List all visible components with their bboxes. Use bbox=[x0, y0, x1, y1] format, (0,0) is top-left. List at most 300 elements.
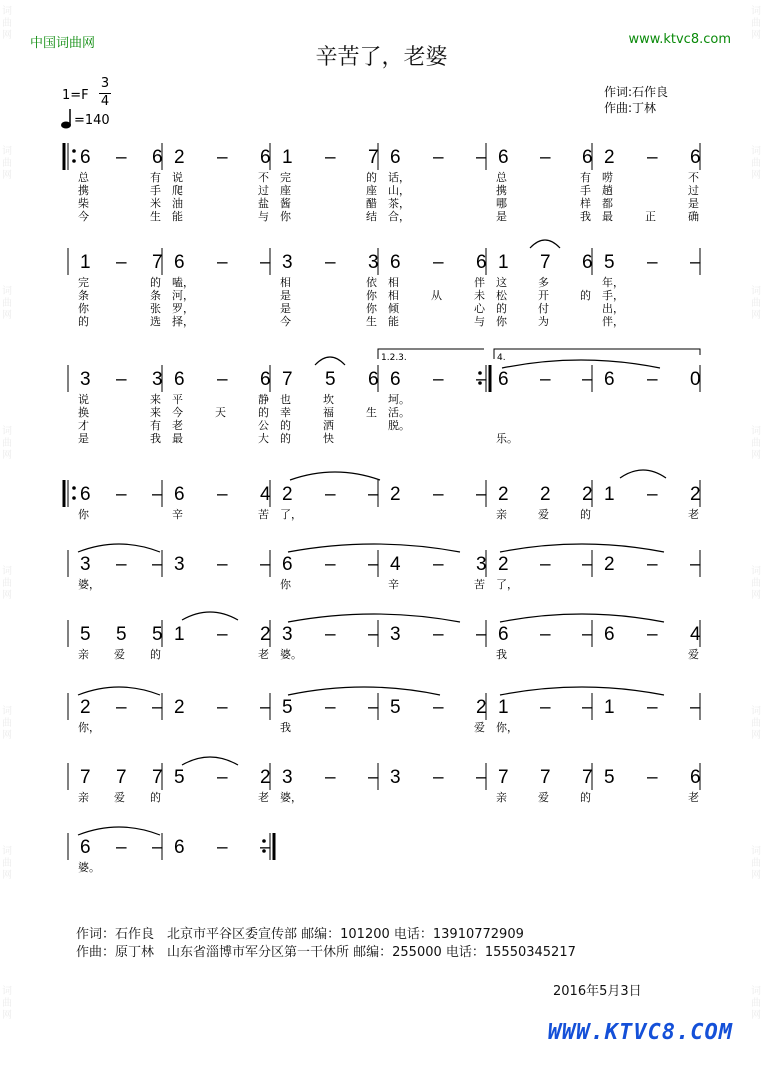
note: – bbox=[260, 837, 271, 858]
lyric: 择， bbox=[172, 315, 194, 328]
note: 1 bbox=[80, 252, 91, 273]
lyric: 合， bbox=[388, 210, 410, 223]
lyric: 的 bbox=[150, 648, 161, 661]
note: 1 bbox=[498, 252, 509, 273]
lyric: 老 bbox=[258, 791, 269, 804]
slur-icon bbox=[182, 757, 238, 765]
lyric: 幸 bbox=[280, 406, 291, 419]
note: – bbox=[690, 252, 701, 273]
lyric: 过 bbox=[688, 184, 699, 197]
footer-lyricist: 作词：石作良 北京市平谷区委宣传部 邮编：101200 电话：13910772909 bbox=[76, 927, 524, 942]
note: 2 bbox=[174, 697, 185, 718]
note: 7 bbox=[80, 767, 91, 788]
lyric: 也 bbox=[280, 393, 291, 406]
lyric: 相 bbox=[388, 276, 399, 289]
lyric: 说 bbox=[172, 171, 183, 184]
lyric: 与 bbox=[474, 315, 485, 328]
lyric: 老 bbox=[172, 419, 183, 432]
volta-1: 1.2.3. bbox=[381, 353, 407, 363]
lyric: 柴 bbox=[78, 197, 89, 210]
note: 6 bbox=[152, 147, 163, 168]
lyric: 老 bbox=[688, 508, 699, 521]
lyric: 倾 bbox=[388, 302, 399, 315]
lyric: 是 bbox=[280, 302, 291, 315]
time-signature-top: 3 bbox=[100, 76, 110, 91]
note: 2 bbox=[476, 697, 487, 718]
lyric: 你， bbox=[496, 721, 518, 734]
note: – bbox=[433, 697, 444, 718]
lyric: 爱 bbox=[538, 508, 549, 521]
lyric: 油 bbox=[172, 197, 183, 210]
note: 5 bbox=[390, 697, 401, 718]
note: – bbox=[368, 767, 379, 788]
note: – bbox=[647, 624, 658, 645]
lyric: 的 bbox=[258, 406, 269, 419]
note: – bbox=[325, 697, 336, 718]
note: 2 bbox=[690, 484, 701, 505]
lyric: 酱 bbox=[280, 197, 291, 210]
note: – bbox=[540, 147, 551, 168]
lyric: 出， bbox=[602, 302, 624, 315]
lyric: 活。 bbox=[388, 406, 410, 419]
note: 3 bbox=[390, 767, 401, 788]
note: – bbox=[540, 697, 551, 718]
note: 2 bbox=[604, 554, 615, 575]
lyric: 你 bbox=[280, 210, 291, 223]
note: 6 bbox=[390, 369, 401, 390]
note: 6 bbox=[174, 837, 185, 858]
note: 6 bbox=[476, 252, 487, 273]
lyric: 相 bbox=[388, 289, 399, 302]
note: 4 bbox=[260, 484, 271, 505]
note: 2 bbox=[174, 147, 185, 168]
note: – bbox=[217, 554, 228, 575]
note: – bbox=[582, 554, 593, 575]
note: 0 bbox=[690, 369, 701, 390]
slur-icon bbox=[315, 357, 345, 365]
footer-date: 2016年5月3日 bbox=[553, 984, 642, 999]
lyric: 能 bbox=[172, 210, 183, 223]
note: – bbox=[217, 147, 228, 168]
note: – bbox=[690, 554, 701, 575]
lyric: 的 bbox=[496, 302, 507, 315]
slur-icon bbox=[78, 544, 160, 552]
lyric: 依 bbox=[366, 276, 377, 289]
lyric: 有 bbox=[580, 171, 591, 184]
lyric: 总 bbox=[496, 171, 507, 184]
lyric: 携 bbox=[78, 184, 89, 197]
note: 7 bbox=[540, 252, 551, 273]
lyric: 生 bbox=[150, 210, 161, 223]
note: – bbox=[325, 554, 336, 575]
lyric: 快 bbox=[323, 432, 334, 445]
lyric: 是 bbox=[280, 289, 291, 302]
note: – bbox=[582, 697, 593, 718]
lyric: 座 bbox=[280, 184, 291, 197]
note: – bbox=[582, 369, 593, 390]
note: 3 bbox=[80, 369, 91, 390]
note: 7 bbox=[540, 767, 551, 788]
note: 6 bbox=[690, 147, 701, 168]
lyric: 静 bbox=[258, 393, 269, 406]
lyric: 今 bbox=[78, 210, 89, 223]
lyric: 天 bbox=[215, 406, 226, 419]
lyric: 福 bbox=[323, 406, 334, 419]
site-url[interactable]: www.ktvc8.com bbox=[628, 32, 731, 47]
note: – bbox=[647, 369, 658, 390]
note: 7 bbox=[152, 252, 163, 273]
lyric: 河， bbox=[172, 289, 194, 302]
lyric: 了， bbox=[496, 578, 518, 591]
lyric: 你 bbox=[78, 508, 89, 521]
lyric: 开 bbox=[538, 289, 549, 302]
note: 6 bbox=[80, 147, 91, 168]
note: 3 bbox=[174, 554, 185, 575]
lyric: 苦 bbox=[258, 508, 269, 521]
lyricist-credit: 作词:石作良 bbox=[604, 85, 669, 99]
lyric: 我 bbox=[580, 210, 591, 223]
note: – bbox=[433, 484, 444, 505]
lyric: 嗑， bbox=[172, 276, 194, 289]
site-name: 中国词曲网 bbox=[30, 36, 96, 51]
note: 2 bbox=[80, 697, 91, 718]
note: 2 bbox=[540, 484, 551, 505]
note: 5 bbox=[174, 767, 185, 788]
note: – bbox=[152, 554, 163, 575]
note: 3 bbox=[282, 252, 293, 273]
note: 5 bbox=[116, 624, 127, 645]
note: 6 bbox=[498, 624, 509, 645]
note: 6 bbox=[260, 147, 271, 168]
lyric: 换 bbox=[78, 406, 89, 419]
note: 6 bbox=[582, 147, 593, 168]
note: – bbox=[582, 624, 593, 645]
note: 2 bbox=[582, 484, 593, 505]
lyric: 能 bbox=[388, 315, 399, 328]
lyric: 坷。 bbox=[388, 393, 410, 406]
note: – bbox=[433, 767, 444, 788]
note: 2 bbox=[260, 767, 271, 788]
lyric: 这 bbox=[496, 276, 507, 289]
lyric: 你 bbox=[366, 289, 377, 302]
note: – bbox=[116, 484, 127, 505]
note: – bbox=[368, 484, 379, 505]
lyric: 的 bbox=[580, 289, 591, 302]
note: – bbox=[325, 624, 336, 645]
lyric: 话， bbox=[388, 171, 410, 184]
lyric: 爱 bbox=[114, 648, 125, 661]
lyric: 老 bbox=[258, 648, 269, 661]
lyric: 伴， bbox=[602, 315, 624, 328]
slur-icon bbox=[530, 240, 560, 248]
note: 3 bbox=[282, 624, 293, 645]
lyric: 座 bbox=[366, 184, 377, 197]
lyric: 是 bbox=[496, 210, 507, 223]
lyric: 我 bbox=[150, 432, 161, 445]
note: – bbox=[647, 697, 658, 718]
lyric: 来 bbox=[150, 393, 161, 406]
note: – bbox=[647, 252, 658, 273]
note: 6 bbox=[80, 484, 91, 505]
lyric: 过 bbox=[258, 184, 269, 197]
note: 5 bbox=[604, 252, 615, 273]
note: 3 bbox=[368, 252, 379, 273]
note: 6 bbox=[582, 252, 593, 273]
footer-composer: 作曲：原丁林 山东省淄博市军分区第一干休所 邮编：255000 电话：15550345217 bbox=[76, 945, 576, 960]
lyric: 亲 bbox=[78, 648, 89, 661]
lyric: 完 bbox=[78, 276, 89, 289]
slur-icon bbox=[182, 612, 238, 620]
note: – bbox=[540, 554, 551, 575]
lyric: 趟 bbox=[602, 184, 613, 197]
lyric: 亲 bbox=[496, 791, 507, 804]
lyric: 爬 bbox=[172, 184, 183, 197]
lyric: 正 bbox=[645, 210, 656, 223]
lyric: 为 bbox=[538, 315, 549, 328]
lyric: 醋 bbox=[366, 197, 377, 210]
note: – bbox=[368, 697, 379, 718]
note: 5 bbox=[282, 697, 293, 718]
note: 7 bbox=[582, 767, 593, 788]
note: – bbox=[217, 837, 228, 858]
note: – bbox=[152, 484, 163, 505]
lyric: 生 bbox=[366, 315, 377, 328]
lyric: 不 bbox=[688, 171, 699, 184]
lyric: 是 bbox=[688, 197, 699, 210]
note: – bbox=[325, 252, 336, 273]
lyric: 山， bbox=[388, 184, 410, 197]
lyric: 多 bbox=[538, 276, 549, 289]
lyric: 的 bbox=[280, 419, 291, 432]
lyric: 才 bbox=[78, 419, 89, 432]
note: 2 bbox=[498, 484, 509, 505]
note: 6 bbox=[390, 147, 401, 168]
lyric: 确 bbox=[688, 210, 699, 223]
note: 1 bbox=[604, 484, 615, 505]
note: – bbox=[476, 369, 487, 390]
note: 6 bbox=[174, 369, 185, 390]
lyric: 你 bbox=[280, 578, 291, 591]
lyric: 辛 bbox=[172, 508, 183, 521]
note: 1 bbox=[282, 147, 293, 168]
lyric: 你 bbox=[78, 302, 89, 315]
lyric: 伴 bbox=[474, 276, 485, 289]
lyric: 你， bbox=[78, 721, 100, 734]
lyric: 今 bbox=[172, 406, 183, 419]
note: 2 bbox=[390, 484, 401, 505]
lyric: 手 bbox=[580, 184, 591, 197]
note: 4 bbox=[390, 554, 401, 575]
lyric: 我 bbox=[280, 721, 291, 734]
lyric: 完 bbox=[280, 171, 291, 184]
lyric: 辛 bbox=[388, 578, 399, 591]
lyric: 公 bbox=[258, 419, 269, 432]
lyric: 爱 bbox=[688, 648, 699, 661]
lyric: 都 bbox=[602, 197, 613, 210]
slur-icon bbox=[288, 544, 460, 552]
slur-icon bbox=[290, 472, 380, 480]
lyric: 心 bbox=[474, 302, 485, 315]
note: 6 bbox=[604, 369, 615, 390]
note: – bbox=[433, 624, 444, 645]
lyric: 张 bbox=[150, 302, 161, 315]
lyric: 结 bbox=[366, 210, 377, 223]
note: 3 bbox=[476, 554, 487, 575]
lyric: 的 bbox=[366, 171, 377, 184]
note: 2 bbox=[260, 624, 271, 645]
lyric: 我 bbox=[496, 648, 507, 661]
lyric: 来 bbox=[150, 406, 161, 419]
lyric: 的 bbox=[150, 791, 161, 804]
note: 2 bbox=[282, 484, 293, 505]
lyric: 乐。 bbox=[496, 432, 518, 445]
note: 6 bbox=[604, 624, 615, 645]
lyric: 唠 bbox=[602, 171, 613, 184]
note: 6 bbox=[498, 147, 509, 168]
note: – bbox=[217, 624, 228, 645]
lyric: 是 bbox=[78, 432, 89, 445]
note: 2 bbox=[604, 147, 615, 168]
note: – bbox=[217, 484, 228, 505]
note: – bbox=[260, 252, 271, 273]
note: 1 bbox=[174, 624, 185, 645]
note: – bbox=[540, 369, 551, 390]
note: 7 bbox=[152, 767, 163, 788]
note: 6 bbox=[282, 554, 293, 575]
lyric: 茶， bbox=[388, 197, 410, 210]
lyric: 的 bbox=[78, 315, 89, 328]
song-title: 辛苦了，老婆 bbox=[315, 45, 448, 70]
note: – bbox=[217, 697, 228, 718]
note: – bbox=[647, 484, 658, 505]
slur-icon bbox=[78, 687, 160, 695]
note: – bbox=[476, 484, 487, 505]
lyric: 洒 bbox=[323, 419, 334, 432]
lyric: 条 bbox=[78, 289, 89, 302]
lyric: 条 bbox=[150, 289, 161, 302]
note: 1 bbox=[604, 697, 615, 718]
lyric: 盐 bbox=[258, 197, 269, 210]
note: – bbox=[433, 554, 444, 575]
lyric: 相 bbox=[280, 276, 291, 289]
lyric: 你 bbox=[366, 302, 377, 315]
note: – bbox=[116, 147, 127, 168]
note: 7 bbox=[368, 147, 379, 168]
slur-icon bbox=[500, 544, 664, 552]
lyric: 的 bbox=[580, 791, 591, 804]
note: – bbox=[116, 837, 127, 858]
lyric: 的 bbox=[280, 432, 291, 445]
note: – bbox=[217, 369, 228, 390]
note: 3 bbox=[282, 767, 293, 788]
note: 6 bbox=[260, 369, 271, 390]
lyric: 有 bbox=[150, 419, 161, 432]
note: 3 bbox=[80, 554, 91, 575]
lyric: 苦 bbox=[474, 578, 485, 591]
lyric: 婆。 bbox=[280, 648, 302, 661]
note: 5 bbox=[604, 767, 615, 788]
note: 6 bbox=[174, 252, 185, 273]
lyric: 爱 bbox=[474, 721, 485, 734]
note: – bbox=[368, 624, 379, 645]
lyric: 老 bbox=[688, 791, 699, 804]
lyric: 最 bbox=[602, 210, 613, 223]
lyric: 松 bbox=[496, 289, 507, 302]
lyric: 坎 bbox=[323, 393, 334, 406]
lyric: 婆， bbox=[78, 578, 100, 591]
tempo: =140 bbox=[74, 113, 110, 128]
composer-credit: 作曲:丁林 bbox=[604, 101, 657, 115]
note: – bbox=[217, 767, 228, 788]
note: 6 bbox=[390, 252, 401, 273]
note: – bbox=[116, 369, 127, 390]
note: – bbox=[476, 767, 487, 788]
slur-icon bbox=[500, 614, 664, 622]
note: 6 bbox=[80, 837, 91, 858]
lyric: 手， bbox=[602, 289, 624, 302]
note: 3 bbox=[390, 624, 401, 645]
note: – bbox=[433, 147, 444, 168]
lyric: 手 bbox=[150, 184, 161, 197]
note: – bbox=[647, 554, 658, 575]
note: 2 bbox=[498, 554, 509, 575]
note: – bbox=[116, 697, 127, 718]
lyric: 未 bbox=[474, 289, 485, 302]
note: 7 bbox=[116, 767, 127, 788]
note: – bbox=[476, 624, 487, 645]
note: – bbox=[647, 767, 658, 788]
note: 6 bbox=[368, 369, 379, 390]
lyric: 的 bbox=[580, 508, 591, 521]
note: 1 bbox=[498, 697, 509, 718]
lyric: 年， bbox=[602, 276, 624, 289]
note: 6 bbox=[174, 484, 185, 505]
lyric: 不 bbox=[258, 171, 269, 184]
note: – bbox=[647, 147, 658, 168]
lyric: 生 bbox=[366, 406, 377, 419]
volta-2: 4. bbox=[497, 353, 506, 363]
note: – bbox=[476, 147, 487, 168]
note: – bbox=[690, 697, 701, 718]
lyric: 平 bbox=[172, 393, 183, 406]
lyric: 的 bbox=[150, 276, 161, 289]
note: – bbox=[433, 369, 444, 390]
note: 5 bbox=[325, 369, 336, 390]
note: – bbox=[433, 252, 444, 273]
lyric: 总 bbox=[78, 171, 89, 184]
slur-icon bbox=[500, 687, 664, 695]
note: 3 bbox=[152, 369, 163, 390]
note: – bbox=[116, 554, 127, 575]
lyric: 脱。 bbox=[388, 419, 410, 432]
note: 7 bbox=[282, 369, 293, 390]
key-signature: 1=F bbox=[62, 88, 89, 103]
note: – bbox=[152, 697, 163, 718]
lyric: 最 bbox=[172, 432, 183, 445]
note: – bbox=[540, 624, 551, 645]
lyric: 与 bbox=[258, 210, 269, 223]
time-signature-bottom: 4 bbox=[100, 94, 110, 109]
lyric: 你 bbox=[496, 315, 507, 328]
lyric: 亲 bbox=[78, 791, 89, 804]
lyric: 从 bbox=[431, 289, 442, 302]
lyric: 大 bbox=[258, 432, 269, 445]
lyric: 婆。 bbox=[78, 861, 100, 874]
brand-logo[interactable]: WWW.KTVC8.COM bbox=[547, 1020, 733, 1045]
lyric: 携 bbox=[496, 184, 507, 197]
note: – bbox=[260, 554, 271, 575]
lyric: 爱 bbox=[114, 791, 125, 804]
